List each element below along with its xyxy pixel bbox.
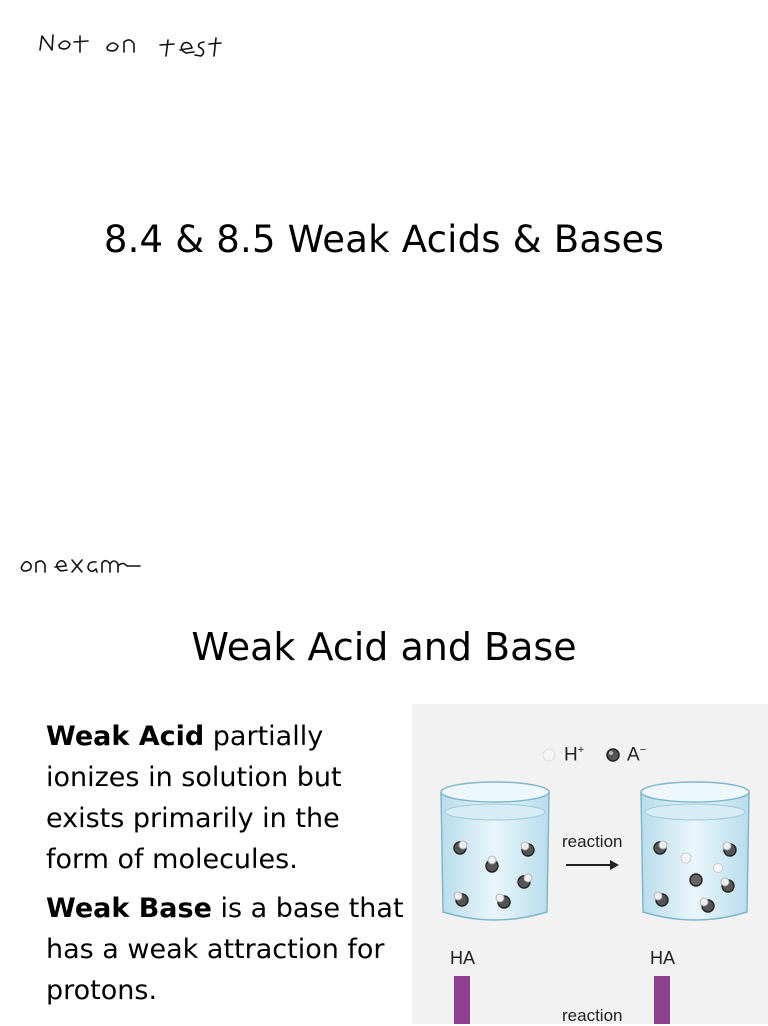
h-ion-legend-icon (540, 746, 558, 764)
reaction-arrow-line (566, 864, 612, 866)
left-ha-bar (454, 976, 470, 1024)
note-not-on-test (40, 35, 221, 56)
left-beaker-icon (436, 778, 554, 926)
weak-acid-term: Weak Acid (46, 721, 205, 752)
weak-acid-diagram (412, 704, 768, 1024)
legend-a-label: A− (627, 744, 647, 766)
weak-base-text: is a base that has a weak attraction for protons. (46, 893, 404, 1006)
reaction-label-bottom: reaction (562, 1006, 623, 1025)
right-bar-label: HA (650, 948, 676, 968)
weak-acid-definition (46, 716, 406, 880)
weak-base-term: Weak Base (46, 893, 212, 924)
weak-base-definition (46, 888, 406, 1011)
note-on-exam (21, 560, 140, 572)
reaction-arrow-head-icon (610, 860, 619, 870)
legend-h-label: H+ (564, 744, 585, 766)
right-ha-bar (654, 976, 670, 1024)
a-ion-legend-icon (604, 746, 622, 764)
slide1-title: 8.4 & 8.5 Weak Acids & Bases (103, 218, 665, 261)
right-beaker-icon (636, 778, 754, 926)
weak-acid-text: partially ionizes in solution but exists primarily in the form of molecules. (46, 721, 342, 875)
slide2-title: Weak Acid and Base (191, 625, 577, 669)
reaction-label-top: reaction (562, 832, 623, 851)
left-bar-label: HA (450, 948, 476, 968)
